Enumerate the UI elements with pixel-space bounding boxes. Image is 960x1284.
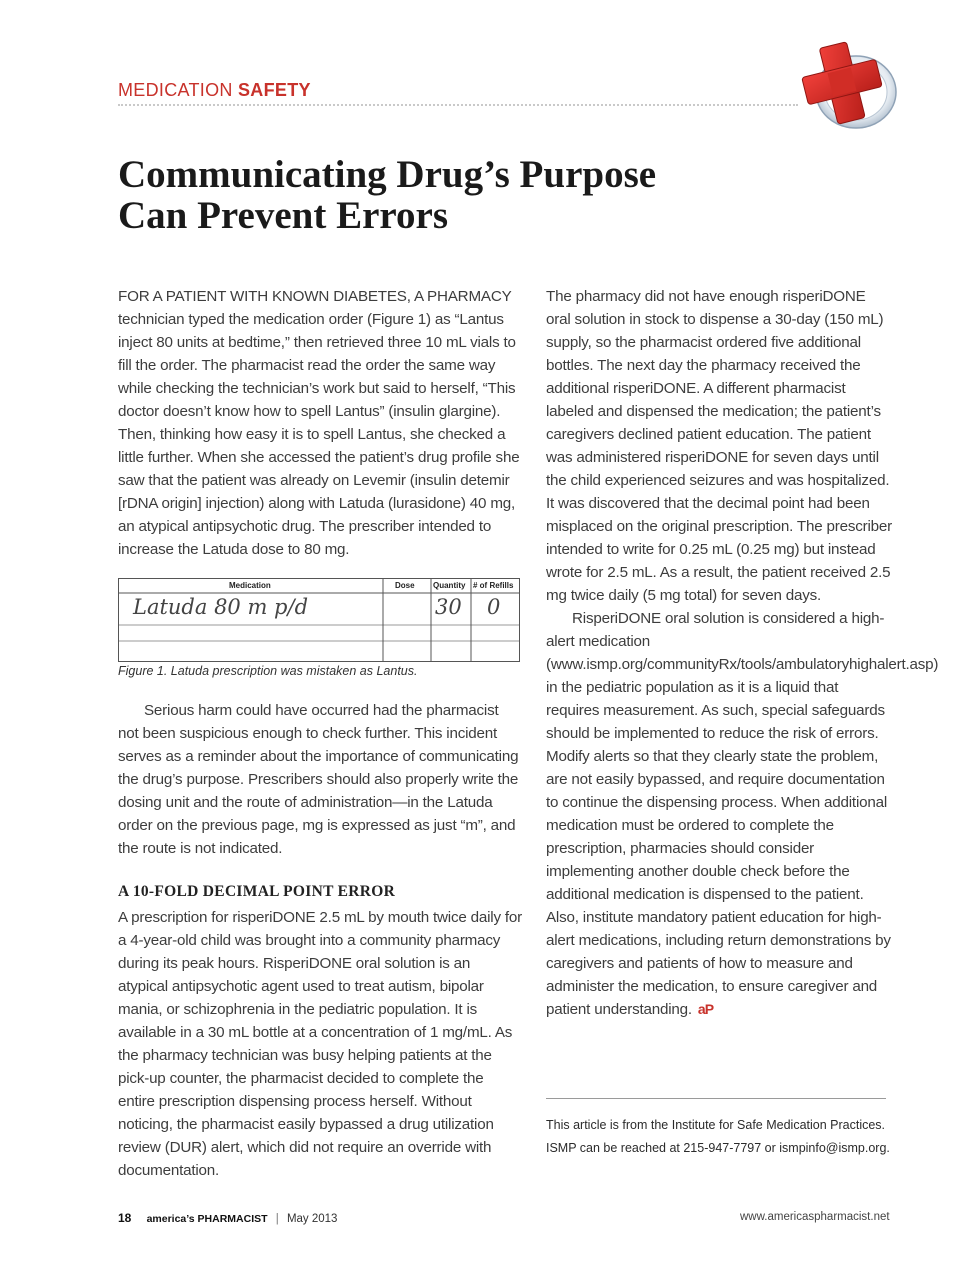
end-mark-icon: aP: [697, 1001, 714, 1017]
article-title-line2: Can Prevent Errors: [118, 194, 448, 237]
footer-separator: |: [275, 1213, 279, 1225]
credit-divider: [546, 1098, 886, 1099]
section-label: [118, 80, 311, 101]
column-header-refills: # of Refills: [473, 581, 514, 590]
column-header-medication: Medication: [229, 581, 271, 590]
figure-caption: Figure 1. Latuda prescription was mistaken as Lantus.: [118, 664, 418, 678]
handwritten-quantity: 30: [435, 595, 462, 619]
article-credit: [546, 1114, 892, 1160]
magazine-name: america’s PHARMACIST: [146, 1213, 268, 1225]
red-cross-icon: [780, 36, 908, 136]
prescription-figure: [118, 578, 520, 662]
handwritten-refills: 0: [487, 595, 501, 619]
right-paragraph-1: The pharmacy did not have enough risperiDONE oral solution in stock to dispense a 30-day (150 mL) supply, so the pharmacist ordered five additional bottles. The next day the pharmacy received the additional risperiDONE. A different pharmacist labeled and dispensed the medication; the patient’s caregivers declined patient education. The patient was administered risperiDONE for seven days until the child experienced seizures and was hospitalized. It was discovered that the decimal point had been misplaced on the original prescription. The prescriber intended to write for 0.25 mL (0.25 mg) but instead wrote for 2.5 mL. As a result, the patient received 2.5 mg twice daily (5 mg total) for seven days.: [546, 288, 893, 604]
right-column-text: [546, 285, 939, 1021]
intro-paragraph: FOR A PATIENT WITH KNOWN DIABETES, A PHARMACY technician typed the medication order (Figure 1) as “Lantus inject 80 units at bedtime,” then retrieved three 10 mL vials to fill the order. The pharmacist read the order the same way while checking the technician’s work but said to herself, “This doctor doesn’t know how to spell Lantus” (insulin glargine). Then, thinking how easy it is to spell Lantus, she checked a little further. When she accessed the patient’s drug profile she saw that the patient was already on Levemir (insulin detemir [rDNA origin] injection) along with Latuda (lurasidone) 40 mg, an atypical antipsychotic drug. The prescriber intended to increase the Latuda dose to 80 mg.: [118, 288, 520, 558]
intro-text-block: [118, 285, 522, 561]
column-header-dose: Dose: [395, 581, 415, 590]
header-dotted-rule: [118, 104, 798, 106]
footer-left: [118, 1211, 337, 1225]
handwritten-medication: Latuda 80 m p/d: [133, 595, 309, 619]
section-label-prefix: MEDICATION: [118, 80, 233, 100]
section-label-bold: SAFETY: [237, 80, 311, 100]
credit-line-2: ISMP can be reached at 215-947-7797 or ismpinfo@ismp.org.: [546, 1141, 890, 1155]
column-header-quantity: Quantity: [433, 581, 466, 590]
harm-paragraph: Serious harm could have occurred had the pharmacist not been suspicious enough to check further. This incident serves as a reminder about the importance of communicating the drug’s purpose. Prescribers should also properly write the dosing unit and the route of administration—in the Latuda order on the previous page, mg is expressed as just “m”, and the route is not indicated.: [118, 702, 519, 857]
prescription-grid: [119, 579, 519, 661]
decimal-paragraph: A prescription for risperiDONE 2.5 mL by mouth twice daily for a 4-year-old child was brought into a community pharmacy during its peak hours. RisperiDONE oral solution is an atypical antipsychotic agent used to treat autism, bipolar mania, or schizophrenia in the pediatric population. It is available in a 30 mL bottle at a concentration of 1 mg/mL. As the pharmacy technician was busy helping patients at the pick-up counter, the pharmacist decided to complete the entire prescription dispensing process herself. Without noticing, the pharmacist easily bypassed a drug utilization review (DUR) alert, which did not require an override with documentation.: [118, 909, 523, 1179]
article-title-line1: Communicating Drug’s Purpose: [118, 153, 657, 196]
right-paragraph-2: RisperiDONE oral solution is considered a high-alert medication (www.ismp.org/communityRx/tools/ambulatoryhighalert.asp) in the pediatric population as it is a liquid that requires measurement. As such, special safeguards should be implemented to reduce the risk of errors. Modify alerts so that they clearly state the problem, are not easily bypassed, and require documentation to continue the dispensing process. When additional medication must be ordered to complete the prescription, pharmacies should consider implementing another double check before the additional medication is dispensed to the patient. Also, institute mandatory patient education for high-alert medications, including return demonstrations by caregivers and patients of how to measure and administer the medication, to ensure caregiver and patient understanding.: [546, 610, 939, 1018]
harm-text-block: [118, 699, 522, 860]
credit-line-1: This article is from the Institute for Safe Medication Practices.: [546, 1118, 886, 1132]
article-title: [118, 154, 818, 236]
decimal-text-block: [118, 906, 522, 1182]
website-link[interactable]: www.americaspharmacist.net: [740, 1211, 890, 1223]
section-subheading: A 10-FOLD DECIMAL POINT ERROR: [118, 883, 396, 900]
issue-date: May 2013: [286, 1213, 338, 1225]
page-number: 18: [118, 1211, 132, 1225]
